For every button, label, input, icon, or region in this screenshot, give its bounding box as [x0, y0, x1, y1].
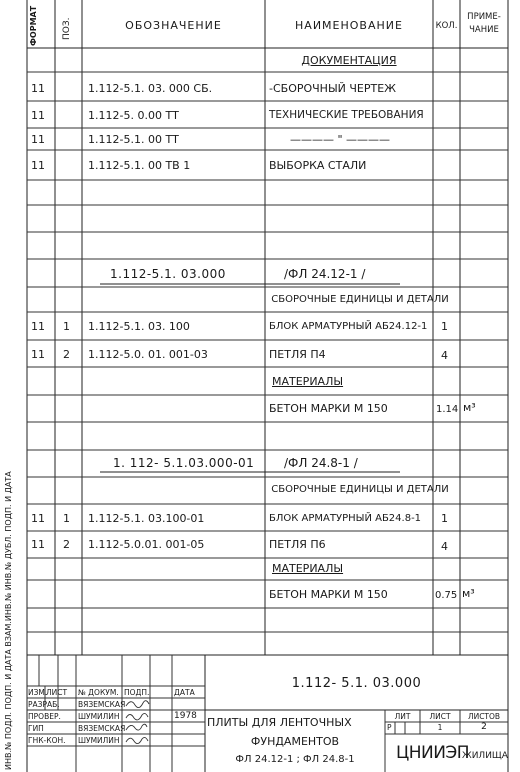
col-data: ДАТА — [174, 688, 195, 697]
row-designation: 1.112-5.0.01. 001-05 — [88, 538, 205, 551]
row-format: 11 — [31, 159, 45, 172]
header-note-2: ЧАНИЕ — [469, 25, 499, 35]
title-line-2: ФУНДАМЕНТОВ — [250, 735, 340, 748]
section-designation: 1.112-5.1. 03.000 — [110, 267, 226, 281]
row-pos: 1 — [63, 512, 70, 525]
sheet-label: ЛИСТ — [429, 712, 451, 721]
header-pos: ПОЗ. — [62, 17, 72, 40]
section-name: /ФЛ 24.8-1 / — [284, 456, 358, 470]
materials-heading: МАТЕРИАЛЫ — [272, 562, 344, 575]
section-heading: ДОКУМЕНТАЦИЯ — [301, 54, 397, 67]
org-main: ЦНИИЭП — [396, 743, 470, 763]
row-name: БЛОК АРМАТУРНЫЙ АБ24.12-1 — [269, 321, 428, 332]
doc-number: 1.112- 5.1. 03.000 — [291, 676, 422, 691]
row-format: 11 — [31, 82, 45, 95]
row-format: 11 — [31, 512, 45, 525]
row-designation: 1.112-5.1. 03. 100 — [88, 320, 190, 333]
row-format: 11 — [31, 538, 45, 551]
row-qty: 0.75 — [435, 590, 458, 601]
row-format: 11 — [31, 348, 45, 361]
row-qty: 4 — [441, 540, 448, 553]
header-qty: КОЛ. — [435, 21, 458, 31]
col-list: ЛИСТ — [46, 688, 68, 697]
org-suffix: ЖИЛИЩА — [462, 751, 508, 761]
title-line-1: ПЛИТЫ ДЛЯ ЛЕНТОЧНЫХ — [207, 716, 352, 729]
row-designation: 1.112-5.1. 00 ТТ — [88, 133, 179, 146]
section-designation: 1. 112- 5.1.03.000-01 — [113, 456, 255, 470]
row-qty: 4 — [441, 349, 448, 362]
staff-role: РАЗРАБ. — [28, 700, 60, 709]
row-name: БЕТОН МАРКИ М 150 — [269, 402, 388, 415]
row-format: 11 — [31, 109, 45, 122]
row-name: ПЕТЛЯ П4 — [269, 348, 326, 361]
header-name: НАИМЕНОВАНИЕ — [295, 19, 403, 32]
header-note-1: ПРИМЕ- — [467, 12, 501, 22]
row-name: ВЫБОРКА СТАЛИ — [269, 159, 367, 172]
row-format: 11 — [31, 320, 45, 333]
col-podp: ПОДП. — [124, 688, 150, 697]
section-name: /ФЛ 24.12-1 / — [284, 267, 366, 281]
row-name: -СБОРОЧНЫЙ ЧЕРТЕЖ — [269, 82, 397, 95]
staff-name: ВЯЗЕМСКАЯ — [78, 724, 126, 733]
row-qty: 1 — [441, 512, 448, 525]
row-format: 11 — [31, 133, 45, 146]
row-designation: 1.112-5.1. 03.100-01 — [88, 512, 205, 525]
staff-name: ШУМИЛИН — [78, 736, 120, 745]
col-izm: ИЗМ. — [28, 688, 48, 697]
staff-role: ГИП — [28, 724, 44, 733]
row-name: ———— " ———— — [290, 133, 391, 146]
row-name: ПЕТЛЯ П6 — [269, 538, 326, 551]
staff-name: ВЯЗЕМСКАЯ — [78, 700, 126, 709]
row-qty: 1.14 — [436, 404, 459, 415]
row-designation: 1.112-5.0. 01. 001-03 — [88, 348, 208, 361]
materials-heading: МАТЕРИАЛЫ — [272, 375, 344, 388]
col-ndoc: № ДОКУМ. — [78, 688, 119, 697]
row-qty: 1 — [441, 320, 448, 333]
row-designation: 1.112-5.1. 00 ТВ 1 — [88, 159, 191, 172]
row-note: м³ — [463, 401, 476, 414]
row-pos: 1 — [63, 320, 70, 333]
title-line-3: ФЛ 24.12-1 ; ФЛ 24.8-1 — [235, 754, 355, 765]
header-designation: ОБОЗНАЧЕНИЕ — [125, 19, 222, 32]
staff-role: ПРОВЕР. — [28, 712, 61, 721]
row-designation: 1.112-5.1. 03. 000 СБ. — [88, 82, 213, 95]
row-name: БЕТОН МАРКИ М 150 — [269, 588, 388, 601]
row-note: м³ — [462, 587, 475, 600]
row-name: ТЕХНИЧЕСКИЕ ТРЕБОВАНИЯ — [269, 109, 424, 121]
lit-value: Р — [387, 723, 392, 732]
lit-label: ЛИТ — [394, 712, 411, 721]
staff-name: ШУМИЛИН — [78, 712, 120, 721]
row-name: БЛОК АРМАТУРНЫЙ АБ24.8-1 — [269, 513, 422, 524]
row-pos: 2 — [63, 538, 70, 551]
row-designation: 1.112-5. 0.00 ТТ — [88, 109, 179, 122]
staff-date: 1978 — [174, 711, 197, 721]
subsection-heading: СБОРОЧНЫЕ ЕДИНИЦЫ И ДЕТАЛИ — [271, 484, 449, 495]
sheets-value: 2 — [481, 722, 487, 732]
row-pos: 2 — [63, 348, 70, 361]
sheet-value: 1 — [437, 723, 443, 732]
subsection-heading: СБОРОЧНЫЕ ЕДИНИЦЫ И ДЕТАЛИ — [271, 294, 449, 305]
margin-stamp: ИНВ.№ ПОДЛ. ПОДП. И ДАТА ВЗАМ.ИНВ.№ ИНВ.№ ДУБЛ. ПОДП. И ДАТА — [4, 471, 13, 770]
header-format: ФОРМАТ — [29, 5, 38, 46]
sheets-label: ЛИСТОВ — [467, 712, 501, 721]
staff-role: ГНК-КОН. — [28, 736, 66, 745]
